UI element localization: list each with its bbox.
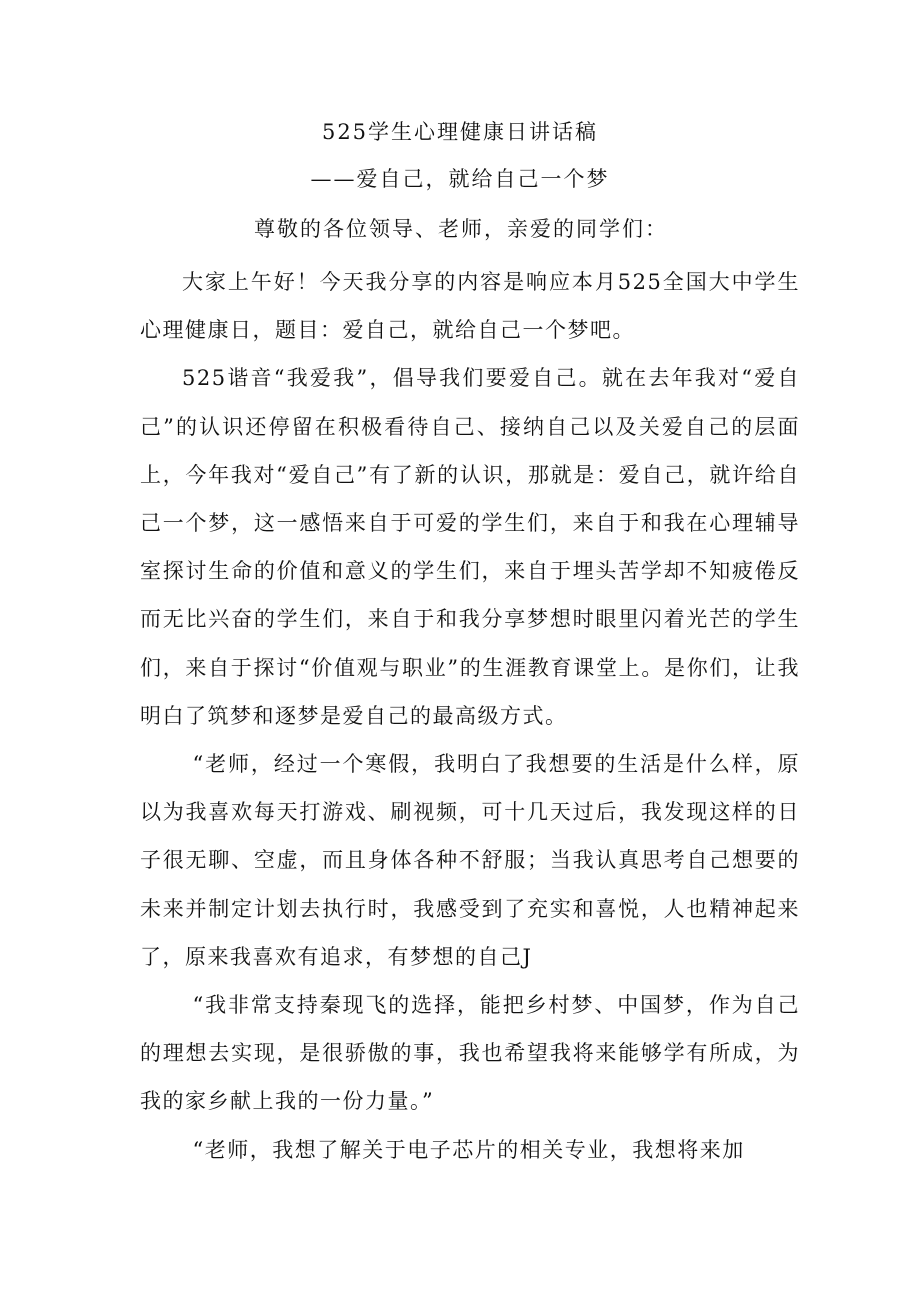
paragraph-greeting: 大家上午好！今天我分享的内容是响应本月525全国大中学生心理健康日，题目：爱自己，就给自己一个梦吧。 — [140, 270, 800, 343]
paragraph-quote-hometown: “我非常支持秦现飞的选择，能把乡村梦、中国梦，作为自己的理想去实现，是很骄傲的事，我也希望我将来能够学有所成，为我的家乡献上我的一份力量。” — [140, 993, 800, 1114]
document-body — [140, 258, 800, 1174]
paragraph-intro: 525谐音“我爱我”，倡导我们要爱自己。就在去年我对“爱自己”的认识还停留在积极看待自己、接纳自己以及关爱自己的层面上，今年我对“爱自己”有了新的认识，那就是：爱自己，就许给自己一个梦，这一感悟来自于可爱的学生们，来自于和我在心理辅导室探讨生命的价值和意义的学生们，来自于埋头苦学却不知疲倦反而无比兴奋的学生们，来自于和我分享梦想时眼里闪着光芒的学生们，来自于探讨“价值观与职业”的生涯教育课堂上。是你们，让我明白了筑梦和逐梦是爱自己的最高级方式。 — [140, 366, 800, 728]
document-title: 525学生心理健康日讲话稿 — [321, 120, 599, 144]
paragraph-quote-winter-break: “老师，经过一个寒假，我明白了我想要的生活是什么样，原以为我喜欢每天打游戏、刷视频，可十几天过后，我发现这样的日子很无聊、空虚，而且身体各种不舒服；当我认真思考自己想要的未来并制定计划去执行时，我感受到了充实和喜悦，人也精神起来了，原来我喜欢有追求，有梦想的自己J — [140, 752, 800, 969]
paragraph-quote-chips: “老师，我想了解关于电子芯片的相关专业，我想将来加 — [192, 1137, 745, 1162]
document-subtitle: ——爱自己，就给自己一个梦 — [310, 167, 610, 191]
salutation: 尊敬的各位领导、老师，亲爱的同学们： — [254, 217, 668, 241]
